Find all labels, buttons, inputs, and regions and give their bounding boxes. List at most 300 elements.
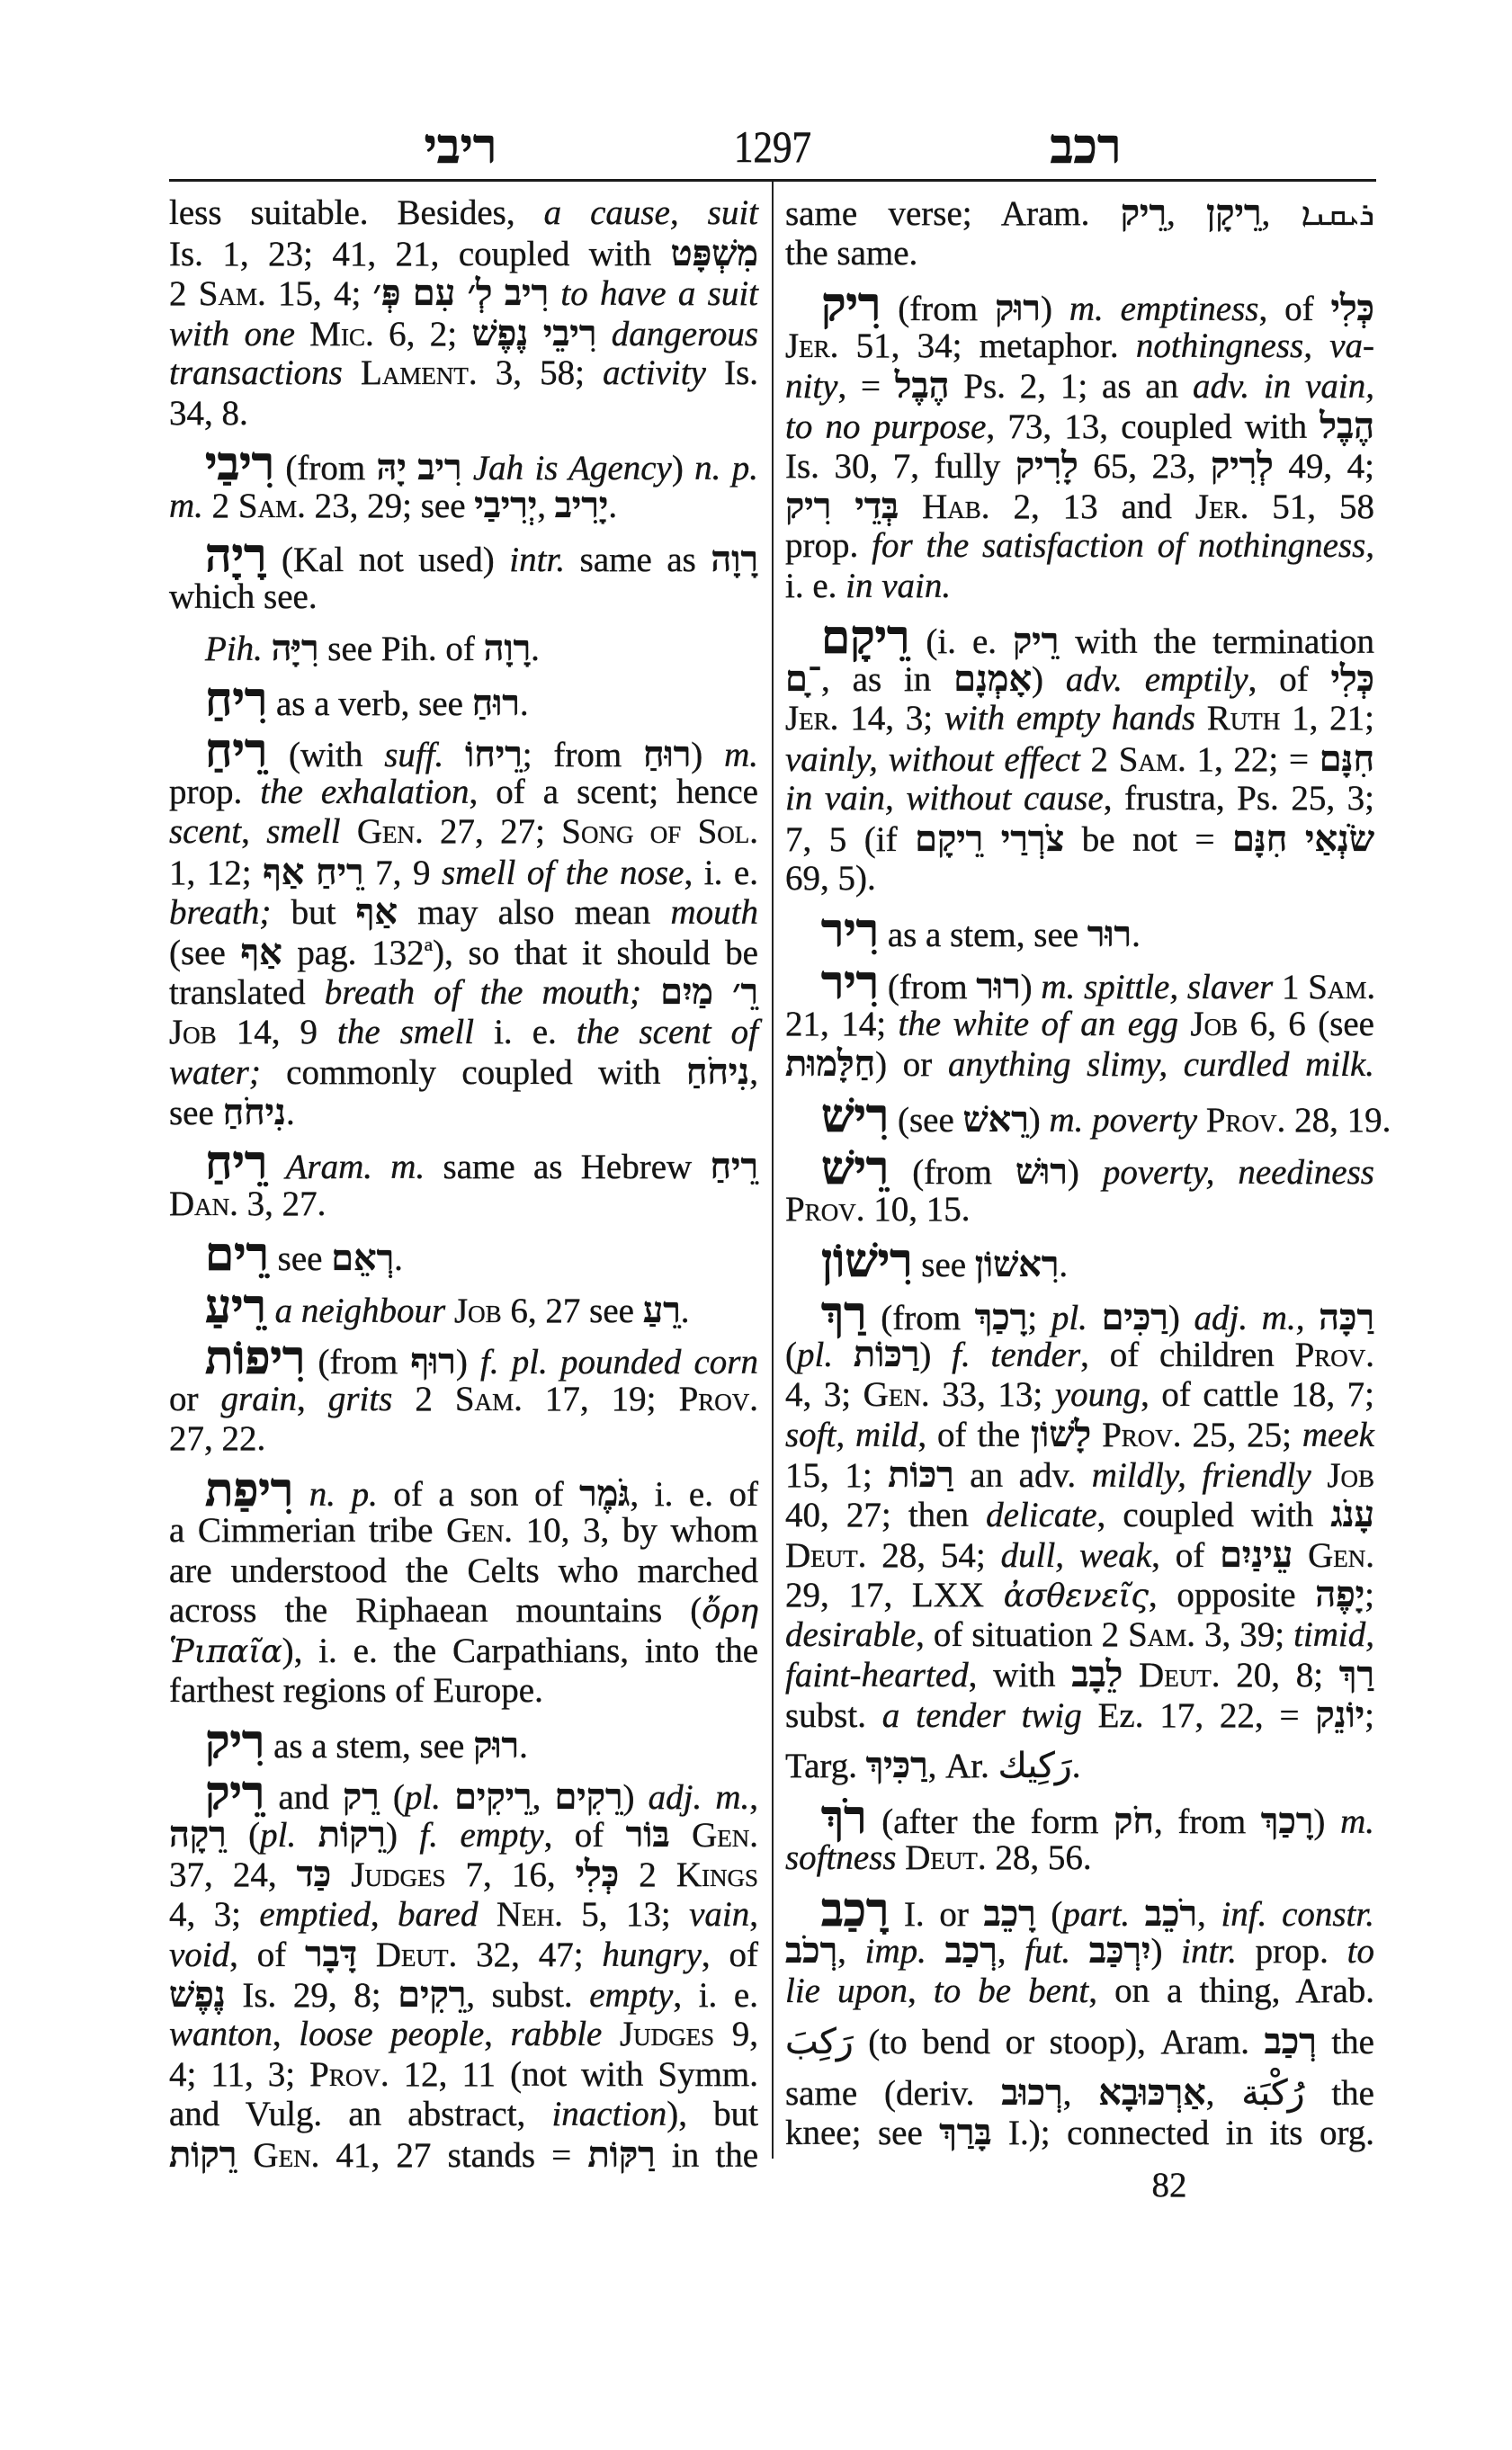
- italic-run: m. emptiness: [1069, 290, 1259, 328]
- text-run: and Vulg. an abstract,: [169, 2095, 552, 2133]
- text-run: 10, 3, by whom: [513, 1511, 758, 1550]
- text-run: translated: [169, 973, 325, 1012]
- text-run: 6, 6 (see: [1238, 1004, 1374, 1043]
- text-run: [1293, 1536, 1308, 1575]
- text-run: [1311, 1456, 1328, 1495]
- italic-run: transactions: [169, 353, 362, 392]
- text-run: or: [169, 1379, 221, 1418]
- book-reference: Jer.: [785, 699, 839, 738]
- text-run: .: [531, 630, 540, 668]
- hebrew-word: רֵיק: [1120, 193, 1167, 233]
- text-run: .: [519, 1726, 528, 1766]
- hebrew-word: כְּלִי: [1330, 289, 1374, 328]
- book-reference: Sam.: [198, 274, 266, 313]
- text-line: [785, 526, 1374, 567]
- entry-first-line: [169, 1138, 758, 1189]
- text-run: pag. 132: [282, 933, 425, 972]
- italic-run: mildly, friendly: [1091, 1455, 1311, 1495]
- text-run: (to bend or stoop), Aram.: [853, 2023, 1265, 2061]
- text-run: (Kal not used): [266, 541, 510, 579]
- text-run: 28, 54;: [866, 1535, 1001, 1575]
- text-run: 3, 58;: [477, 353, 604, 392]
- text-run: .: [680, 1291, 690, 1330]
- text-line: [785, 1972, 1374, 2012]
- entry-headword: רָיָה: [205, 531, 267, 582]
- italic-run: to be bent: [933, 1971, 1089, 2010]
- hebrew-word: רֵעַ: [642, 1290, 681, 1330]
- book-reference: Prov.: [1205, 1100, 1286, 1140]
- italic-run: pl.: [1051, 1298, 1087, 1337]
- entry-headword: רֵיק: [205, 1768, 265, 1820]
- italic-run: to no purpose: [785, 407, 987, 446]
- text-run: ): [691, 736, 725, 774]
- entry-headword: רֵיחַ: [205, 1138, 268, 1189]
- italic-run: suff.: [384, 736, 444, 774]
- running-head-right: רכב: [1050, 120, 1122, 174]
- text-run: 1, 12;: [169, 853, 264, 892]
- book-reference: Jer.: [785, 326, 839, 365]
- text-run: and: [264, 1778, 343, 1817]
- text-run: 4; 11, 3;: [169, 2054, 310, 2094]
- hebrew-word: בְּדֵי רִיק: [785, 486, 899, 526]
- text-run: [602, 2015, 620, 2053]
- text-run: ;: [1364, 1695, 1374, 1735]
- book-reference: Sam.: [1118, 739, 1186, 779]
- text-run: I.); connected in its org.: [991, 2114, 1374, 2152]
- text-run: ), so that it should be: [433, 933, 758, 972]
- text-run: as a verb, see: [267, 684, 472, 723]
- text-run: 32, 47;: [457, 1936, 603, 1974]
- text-run: the: [1304, 2073, 1374, 2113]
- text-run: ): [671, 449, 695, 487]
- italic-run: scent: [169, 812, 242, 851]
- entry-first-line: [169, 1768, 759, 1820]
- text-line: [169, 1895, 758, 1936]
- text-run: (see: [889, 1100, 963, 1140]
- arabic-word: رُكْبَة: [1241, 2072, 1305, 2114]
- text-run: 9,: [714, 2015, 759, 2053]
- text-run: see: [169, 1093, 223, 1132]
- italic-run: m.: [169, 486, 203, 525]
- text-run: 25, 25;: [1181, 1416, 1302, 1454]
- text-run: ): [1040, 290, 1069, 328]
- italic-run: pl.: [404, 1778, 441, 1817]
- text-run: 15, 1;: [785, 1455, 889, 1495]
- text-run: [263, 630, 272, 668]
- text-line: [169, 1935, 758, 1975]
- text-run: 6, 27 see: [501, 1291, 643, 1330]
- hebrew-word: רֵיקִים: [454, 1777, 532, 1817]
- page-number: 1297: [734, 121, 811, 172]
- text-run: (with: [267, 736, 385, 774]
- text-run: ): [385, 1815, 420, 1855]
- book-reference: Gen.: [253, 2135, 320, 2175]
- text-run: ): [919, 1336, 953, 1374]
- text-line: [785, 1335, 1374, 1375]
- text-line: [169, 1671, 758, 1712]
- text-run: of a son of: [377, 1474, 580, 1514]
- italic-run: nothingness, va-: [1135, 326, 1374, 365]
- book-reference: Sam.: [237, 486, 306, 525]
- text-run: , of: [1248, 659, 1331, 699]
- text-run: [293, 1475, 309, 1514]
- italic-run: soft, mild: [785, 1416, 918, 1454]
- italic-run: f. empty: [419, 1815, 544, 1855]
- text-run: , on a thing, Arab.: [1088, 1971, 1375, 2010]
- italic-run: meek: [1302, 1416, 1374, 1454]
- book-reference: Deut.: [785, 1535, 867, 1575]
- hebrew-word: רוּשׁ: [1015, 1152, 1068, 1192]
- text-line: [169, 2015, 758, 2055]
- text-line: [169, 1855, 758, 1895]
- text-run: 4, 3;: [785, 1374, 863, 1414]
- text-run: ), i. e. the Carpathians, into the: [282, 1631, 758, 1670]
- text-run: .: [1132, 915, 1141, 954]
- text-run: 2: [619, 1855, 676, 1894]
- text-run: , opposite: [1148, 1576, 1316, 1614]
- signature-mark: 82: [1151, 2166, 1187, 2204]
- hebrew-word: נִיחֹחַ: [685, 1052, 750, 1092]
- entry-headword: רָכַב: [821, 1884, 890, 1936]
- hebrew-word: רוּחַ: [471, 683, 520, 723]
- hebrew-word: עָנֹג: [1330, 1495, 1374, 1534]
- text-run: (from: [274, 449, 377, 487]
- text-run: ): [1020, 968, 1042, 1006]
- text-run: an adv.: [953, 1455, 1092, 1495]
- hebrew-word: רַכָּה: [1319, 1297, 1375, 1337]
- text-line: [169, 1591, 758, 1632]
- text-run: , from: [1153, 1802, 1261, 1841]
- text-run: prop.: [1236, 1932, 1347, 1971]
- italic-run: with one: [169, 314, 310, 353]
- italic-run: adj. m.,: [1194, 1298, 1305, 1337]
- hebrew-word: רַכּוֹת: [853, 1335, 920, 1374]
- hebrew-word: אַף: [240, 932, 282, 972]
- hebrew-word: רֵקִים: [554, 1777, 623, 1817]
- hebrew-word: רֵק: [342, 1777, 380, 1817]
- italic-run: anything slimy, curdled milk.: [947, 1045, 1375, 1084]
- text-line: [785, 659, 1374, 700]
- entry-first-line: [785, 1288, 1375, 1340]
- text-run: , of children: [1080, 1336, 1295, 1374]
- text-run: 27, 22.: [169, 1419, 266, 1458]
- hebrew-word: חֹק: [1114, 1801, 1154, 1841]
- greek-word: Ῥιπαῖα: [169, 1632, 282, 1670]
- text-run: i. e.: [474, 1012, 577, 1051]
- italic-run: a tender twig: [881, 1695, 1082, 1735]
- text-run: [266, 1292, 275, 1330]
- italic-run: in vain.: [845, 566, 952, 605]
- text-run: ;: [1364, 1576, 1374, 1614]
- italic-run: hungry: [602, 1936, 702, 1974]
- hebrew-word: בּוֹר: [625, 1814, 670, 1855]
- text-run: , with: [968, 1656, 1072, 1694]
- entry-headword: רֵיקָם: [821, 612, 910, 664]
- italic-run: vainly, without effect: [785, 739, 1080, 779]
- hebrew-word: עֵינַיִם: [1220, 1534, 1293, 1575]
- hebrew-word: רָוָה: [711, 540, 759, 579]
- hebrew-word: יוֹנֵק: [1315, 1694, 1365, 1735]
- hebrew-word: רוּק: [473, 1725, 520, 1766]
- italic-run: mouth: [670, 893, 758, 932]
- text-line: [169, 314, 758, 354]
- text-run: ): [1067, 1153, 1103, 1192]
- entry-first-line: [785, 958, 1376, 1009]
- text-run: , of: [229, 1936, 306, 1974]
- text-run: Is. 1, 23; 41, 21, coupled with: [169, 234, 671, 273]
- hebrew-word: לָשׁוֹן: [1031, 1415, 1092, 1454]
- hebrew-word: חַלָּמוּת: [785, 1044, 876, 1084]
- book-reference: Gen.: [692, 1815, 758, 1855]
- text-run: (: [226, 1815, 261, 1855]
- hebrew-word: רְכוּב: [1001, 2072, 1063, 2113]
- book-reference: Job: [1190, 1004, 1239, 1043]
- text-line: [169, 193, 758, 234]
- entry-headword: רֵיחַ: [205, 726, 268, 777]
- text-run: as a stem, see: [264, 1726, 474, 1766]
- italic-run: vain: [689, 1894, 750, 1934]
- italic-run: smell: [266, 812, 341, 851]
- text-run: ,: [297, 1379, 328, 1418]
- book-reference: Mic.: [309, 314, 374, 353]
- italic-run: young: [1054, 1374, 1141, 1414]
- italic-run: adv. in vain,: [1192, 367, 1374, 406]
- book-reference: Deut.: [375, 1936, 458, 1974]
- text-run: ,: [484, 2015, 511, 2053]
- italic-run: m.: [724, 736, 758, 774]
- text-run: (from: [889, 1153, 1015, 1192]
- text-line: [785, 1931, 1374, 1972]
- text-run: , of situation 2: [916, 1614, 1129, 1654]
- text-run: , 73, 13, coupled with: [986, 407, 1320, 446]
- text-run: be not =: [1064, 819, 1232, 859]
- text-run: (after the form: [866, 1802, 1114, 1841]
- hebrew-word: רֵיחַ אַף: [263, 852, 364, 892]
- book-reference: Job: [1327, 1455, 1375, 1495]
- text-run: Ez. 17, 22, =: [1081, 1695, 1316, 1735]
- entry-headword: רִיפַת: [205, 1464, 294, 1516]
- text-run: knee; see: [785, 2114, 940, 2152]
- text-run: (from: [881, 290, 995, 328]
- text-run: same (deriv.: [785, 2073, 1002, 2113]
- text-run: [461, 449, 472, 487]
- text-run: 7, 5 (if: [785, 819, 916, 859]
- text-run: , of: [701, 1936, 758, 1974]
- text-line: [785, 1575, 1374, 1615]
- hebrew-word: רֵיקָן: [1206, 193, 1262, 233]
- text-run: [331, 1855, 351, 1894]
- italic-run: f. pl. pounded corn: [479, 1343, 758, 1381]
- text-line: [169, 2055, 758, 2096]
- book-reference: Jer.: [1194, 487, 1249, 526]
- hebrew-word: רֵקָה: [169, 1814, 227, 1855]
- text-line: [169, 353, 758, 394]
- text-run: , i. e.: [673, 1975, 758, 2015]
- book-reference: Lament.: [361, 353, 478, 392]
- italic-run: breath of the mouth;: [324, 973, 641, 1012]
- italic-run: smell of the nose: [442, 853, 684, 892]
- text-line: [785, 1695, 1374, 1736]
- hebrew-word: שֹׂנְאַי חִנָּם: [1231, 818, 1375, 859]
- italic-run: m.: [1340, 1802, 1375, 1841]
- text-run: farthest regions of Europe.: [169, 1671, 543, 1710]
- text-line: [785, 2022, 1374, 2062]
- hebrew-word: רְכֹב: [785, 1931, 838, 1971]
- text-run: 2: [1079, 739, 1119, 779]
- hebrew-word: רֵיחוֹ: [465, 735, 523, 774]
- italic-run: Aram. m.: [285, 1148, 425, 1186]
- text-run: 10, 15.: [864, 1189, 971, 1229]
- hebrew-word: רִיב יָהּ: [376, 448, 462, 487]
- italic-run: fut.: [1024, 1932, 1071, 1971]
- text-line: [169, 1380, 758, 1420]
- text-run: .: [608, 486, 618, 525]
- text-line: [785, 739, 1374, 780]
- book-reference: Prov.: [678, 1379, 759, 1418]
- book-reference: Hab.: [922, 487, 990, 526]
- text-line: [785, 1005, 1374, 1045]
- text-run: [445, 1292, 454, 1330]
- text-line: [785, 2113, 1374, 2153]
- book-reference: Gen.: [446, 1511, 514, 1550]
- text-run: 37, 24,: [169, 1855, 297, 1894]
- text-run: [1195, 699, 1207, 738]
- text-run: 27, 27;: [423, 812, 562, 851]
- text-run: (i. e.: [909, 622, 1014, 661]
- text-run: , frustra, Ps. 25, 3;: [1103, 779, 1374, 818]
- text-run: [237, 2136, 253, 2175]
- italic-run: the scent of: [576, 1012, 758, 1051]
- entry-first-line: [169, 1716, 758, 1768]
- hebrew-word: ־ָם: [785, 658, 822, 699]
- text-line: [785, 407, 1374, 447]
- entry-first-line: [169, 726, 758, 777]
- text-run: may also mean: [397, 893, 671, 932]
- entry-first-line: [785, 1090, 1391, 1142]
- italic-run: for the satisfaction of nothingness,: [872, 526, 1374, 565]
- italic-run: in vain, without cause: [785, 779, 1104, 818]
- hebrew-word: רַקּוֹת: [587, 2134, 656, 2175]
- text-run: 69, 5).: [785, 859, 876, 898]
- text-run: 33, 13;: [929, 1374, 1055, 1414]
- text-line: [169, 577, 758, 618]
- text-run: [549, 274, 560, 313]
- text-run: [1123, 1656, 1139, 1694]
- text-line: [785, 819, 1374, 860]
- text-line: [785, 326, 1374, 367]
- italic-run: the exhalation: [260, 772, 470, 811]
- text-run: ,: [997, 1932, 1025, 1971]
- text-line: [169, 1511, 758, 1551]
- text-run: , as in: [821, 659, 954, 699]
- text-line: [169, 773, 758, 813]
- text-run: Is. 29, 8;: [225, 1975, 398, 2015]
- text-line: [785, 699, 1374, 739]
- entry-headword: רַךְ: [821, 1288, 867, 1340]
- text-run: ,: [749, 1778, 759, 1817]
- text-line: [785, 1655, 1374, 1695]
- entry-headword: רֵים: [205, 1229, 269, 1281]
- book-reference: Judges: [619, 2015, 715, 2053]
- text-run: , =: [837, 367, 895, 406]
- text-run: [596, 315, 611, 353]
- text-run: Ps. 2, 1; as an: [949, 367, 1193, 406]
- italic-run: grain: [220, 1379, 298, 1418]
- italic-run: wanton: [169, 2015, 273, 2053]
- entry-first-line: [785, 1236, 1374, 1287]
- hebrew-word: הֶבֶל: [894, 366, 950, 406]
- text-run: ,: [1261, 194, 1302, 233]
- text-run: in the: [655, 2135, 759, 2175]
- entry-first-line: [169, 629, 758, 669]
- book-reference: Prov.: [785, 1189, 865, 1229]
- text-run: 23, 29; see: [305, 486, 475, 525]
- text-line: [169, 1632, 758, 1672]
- text-line: [785, 366, 1374, 407]
- text-run: the: [1316, 2023, 1374, 2061]
- italic-run: pl.: [260, 1815, 297, 1855]
- text-line: [785, 1044, 1374, 1085]
- text-line: [169, 1013, 758, 1053]
- italic-run: imp.: [864, 1932, 926, 1971]
- italic-run: inf. constr.: [1221, 1894, 1374, 1934]
- text-run: ,: [1205, 2073, 1242, 2113]
- hebrew-word: רֵיחַ: [710, 1147, 758, 1186]
- text-run: , of: [543, 1815, 626, 1855]
- text-run: 2: [392, 1379, 455, 1418]
- text-run: commonly coupled with: [260, 1053, 686, 1092]
- text-line: [169, 2095, 758, 2135]
- entry-first-line: [169, 674, 758, 726]
- text-line: [785, 1535, 1374, 1576]
- text-run: [926, 1932, 945, 1971]
- hebrew-word: אַרְכּוּבָא: [1098, 2072, 1206, 2113]
- hebrew-word: לְרִיק: [1210, 446, 1274, 486]
- text-run: ): [455, 1343, 480, 1381]
- hebrew-word: מִשְׁפָּט: [670, 233, 758, 273]
- italic-run: breath;: [169, 893, 272, 932]
- text-run: [897, 1838, 906, 1877]
- text-run: , Ar.: [927, 1747, 998, 1785]
- text-run: are understood the Celts who marched: [169, 1551, 758, 1590]
- text-run: , of a scent; hence: [469, 772, 758, 811]
- text-run: [1091, 1416, 1102, 1454]
- book-reference: Gen.: [356, 812, 424, 851]
- text-run: ,: [908, 1971, 934, 2010]
- text-run: Targ.: [785, 1747, 866, 1785]
- entry-headword: רִיק: [205, 1716, 265, 1768]
- text-line: [785, 1746, 1374, 1786]
- hebrew-word: רָכַךְ: [974, 1297, 1028, 1337]
- entry-first-line: [169, 1333, 758, 1384]
- italic-run: poverty, neediness: [1102, 1153, 1374, 1192]
- italic-run: void: [169, 1936, 230, 1974]
- hebrew-word: רְכַב: [944, 1931, 998, 1971]
- text-run: [1197, 1101, 1206, 1140]
- book-reference: Kings: [675, 1855, 759, 1894]
- text-run: ): [622, 1778, 649, 1817]
- hebrew-word: יָפֶה: [1315, 1575, 1365, 1614]
- text-run: ,: [1167, 194, 1207, 233]
- hebrew-word: רָכֵב: [983, 1893, 1036, 1934]
- text-run: [357, 1936, 376, 1974]
- text-run: (from: [305, 1343, 411, 1381]
- hebrew-word: רַכִּים: [1101, 1297, 1168, 1337]
- text-run: 17, 19;: [522, 1379, 679, 1418]
- entry-first-line: [169, 1229, 758, 1281]
- text-run: ,: [241, 812, 267, 851]
- text-run: (: [1035, 1894, 1063, 1934]
